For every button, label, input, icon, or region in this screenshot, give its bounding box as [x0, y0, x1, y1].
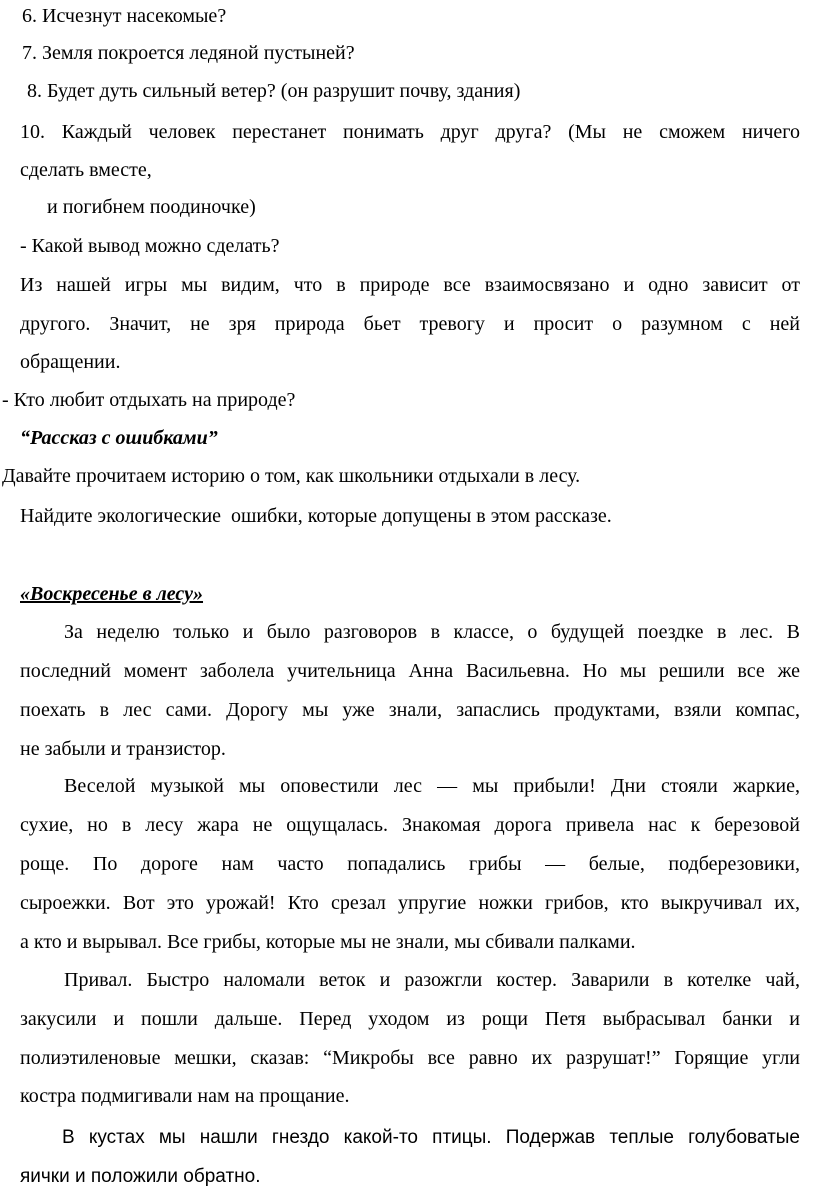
intro-line: Найдите экологические ошибки, которые допущены в этом рассказе. — [20, 505, 612, 527]
story-line: поехать в лес сами. Дорогу мы уже знали, запаслись продуктами, взяли компас, — [20, 699, 800, 721]
paragraph-line: другого. Значит, не зря природа бьет тревогу и просит о разумном с ней — [20, 313, 800, 335]
list-item-continuation: и погибнем поодиночке) — [47, 196, 256, 218]
story-line: не забыли и транзистор. — [20, 738, 226, 760]
story-line: костра подмигивали нам на прощание. — [20, 1085, 350, 1107]
story-line: закусили и пошли дальше. Перед уходом из рощи Петя выбрасывал банки и — [20, 1008, 800, 1030]
story-line: сыроежки. Вот это урожай! Кто срезал упругие ножки грибов, кто выкручивал их, — [20, 892, 800, 914]
list-item: 7. Земля покроется ледяной пустыней? — [22, 42, 355, 64]
list-item: 8. Будет дуть сильный ветер? (он разрушит почву, здания) — [22, 80, 521, 102]
story-line: яички и положили обратно. — [20, 1166, 261, 1187]
nature-question: - Кто любит отдыхать на природе? — [2, 389, 296, 411]
story-line: Веселой музыкой мы оповестили лес — мы прибыли! Дни стояли жаркие, — [64, 775, 800, 797]
story-line: полиэтиленовые мешки, сказав: “Микробы все равно их разрушат!” Горящие угли — [20, 1047, 800, 1069]
story-line: сухие, но в лесу жара не ощущалась. Знакомая дорога привела нас к березовой — [20, 814, 800, 836]
story-line: В кустах мы нашли гнездо какой-то птицы. Подержав теплые голубоватые — [62, 1127, 800, 1148]
story-line: Привал. Быстро наломали веток и разожгли костер. Заварили в котелке чай, — [64, 969, 800, 991]
game-title: “Рассказ с ошибками” — [20, 427, 218, 449]
story-line: роще. По дороге нам часто попадались грибы — белые, подберезовики, — [20, 853, 800, 875]
paragraph-line: обращении. — [20, 351, 121, 373]
intro-line: Давайте прочитаем историю о том, как школьники отдыхали в лесу. — [2, 465, 581, 487]
story-line: За неделю только и было разговоров в классе, о будущей поездке в лес. В — [64, 621, 800, 643]
list-item: 6. Исчезнут насекомые? — [22, 5, 227, 27]
story-line: последний момент заболела учительница Анна Васильевна. Но мы решили все же — [20, 660, 800, 682]
paragraph-line: Из нашей игры мы видим, что в природе все взаимосвязано и одно зависит от — [20, 274, 800, 296]
conclusion-question: - Какой вывод можно сделать? — [20, 235, 280, 257]
story-title: «Воскресенье в лесу» — [20, 583, 204, 605]
list-item-continuation: сделать вместе, — [20, 159, 152, 181]
story-line: а кто и вырывал. Все грибы, которые мы не знали, мы сбивали палками. — [20, 931, 636, 953]
list-item: 10. Каждый человек перестанет понимать друг друга? (Мы не сможем ничего — [20, 121, 800, 143]
